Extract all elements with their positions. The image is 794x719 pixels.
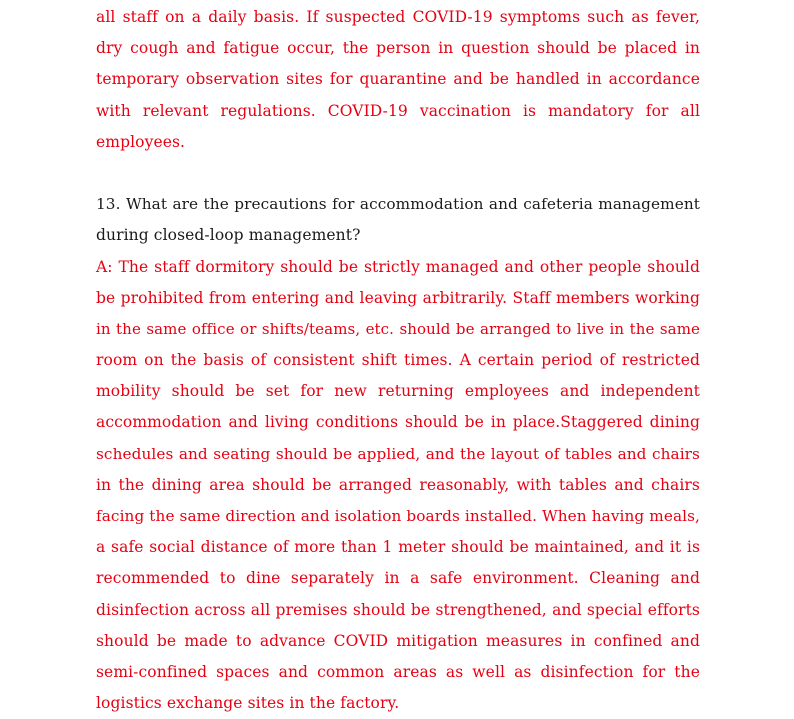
text-line: logistics exchange sites in the factory. bbox=[96, 688, 700, 719]
text-line: mobility should be set for new returning employees and independent bbox=[96, 376, 700, 407]
text-line: 13. What are the precautions for accommodation and cafeteria management bbox=[96, 189, 700, 220]
text-line: all staff on a daily basis. If suspected COVID-19 symptoms such as fever, bbox=[96, 2, 700, 33]
text-line: be prohibited from entering and leaving arbitrarily. Staff members working bbox=[96, 283, 700, 314]
paragraph-gap bbox=[96, 158, 700, 189]
text-line: accommodation and living conditions should be in place.Staggered dining bbox=[96, 407, 700, 438]
text-line: with relevant regulations. COVID-19 vaccination is mandatory for all bbox=[96, 96, 700, 127]
text-line: facing the same direction and isolation boards installed. When having meals, bbox=[96, 501, 700, 532]
text-line: schedules and seating should be applied, and the layout of tables and chairs bbox=[96, 439, 700, 470]
text-line: A: The staff dormitory should be strictly managed and other people should bbox=[96, 252, 700, 283]
text-line: temporary observation sites for quarantine and be handled in accordance bbox=[96, 64, 700, 95]
text-line: a safe social distance of more than 1 meter should be maintained, and it is bbox=[96, 532, 700, 563]
text-line: during closed-loop management? bbox=[96, 220, 700, 251]
document-page bbox=[96, 2, 700, 719]
text-line: room on the basis of consistent shift times. A certain period of restricted bbox=[96, 345, 700, 376]
question-13-heading bbox=[96, 189, 700, 251]
text-line: dry cough and fatigue occur, the person in question should be placed in bbox=[96, 33, 700, 64]
text-line: recommended to dine separately in a safe environment. Cleaning and bbox=[96, 563, 700, 594]
previous-answer-paragraph bbox=[96, 2, 700, 158]
text-line: in the same office or shifts/teams, etc. should be arranged to live in the same bbox=[96, 314, 700, 345]
text-line: employees. bbox=[96, 127, 700, 158]
text-line: disinfection across all premises should be strengthened, and special efforts bbox=[96, 595, 700, 626]
answer-13-paragraph bbox=[96, 252, 700, 719]
text-line: should be made to advance COVID mitigation measures in confined and bbox=[96, 626, 700, 657]
text-line: in the dining area should be arranged reasonably, with tables and chairs bbox=[96, 470, 700, 501]
text-line: semi-confined spaces and common areas as well as disinfection for the bbox=[96, 657, 700, 688]
